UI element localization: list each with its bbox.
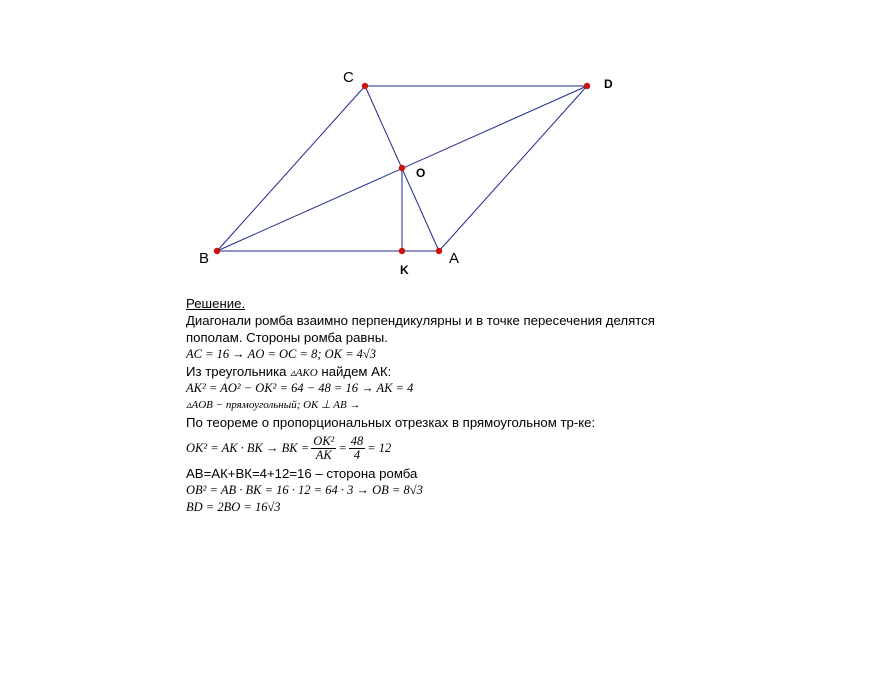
label-c: C: [343, 69, 354, 86]
side-bc: [217, 86, 365, 251]
equation-4-left: OK² = AK · BK → BK =: [186, 440, 310, 455]
point-d: [584, 83, 590, 89]
side-da: [439, 86, 587, 251]
fraction-2-denominator: 4: [353, 447, 361, 462]
equation-5: OB² = AB · BK = 16 · 12 = 64 · 3 → OB = 8√3: [186, 483, 423, 497]
label-d: D: [604, 77, 613, 91]
equation-4-result: = 12: [367, 440, 392, 455]
fraction-48-4: [349, 435, 366, 462]
rhombus-figure: [0, 0, 870, 300]
triangle-name: ▵AKO: [290, 367, 318, 379]
label-a: A: [449, 250, 460, 267]
equals-sign: =: [338, 440, 347, 455]
equation-3: ▵AOB − прямоугольный; OK ⊥ AB →: [186, 399, 361, 411]
fraction-1-numerator: OK²: [313, 433, 335, 448]
solution-block: [186, 295, 706, 516]
equation-2: AK² = AO² − OK² = 64 − 48 = 16 → AK = 4: [186, 381, 414, 395]
fraction-ok2-ak: [311, 435, 336, 462]
point-k: [399, 248, 405, 254]
label-o: O: [416, 166, 426, 180]
equation-6: BD = 2BO = 16√3: [186, 500, 281, 514]
label-k: K: [400, 263, 409, 277]
equation-1: AC = 16 → AO = OC = 8; OK = 4√3: [186, 347, 377, 361]
theorem-line: По теореме о пропорциональных отрезках в прямоугольном тр-ке:: [186, 415, 596, 430]
triangle-line: [186, 363, 706, 380]
triangle-suffix: найдем АК:: [321, 364, 392, 379]
fraction-1-denominator: AK: [315, 447, 332, 462]
point-o: [399, 165, 405, 171]
solution-heading: Решение.: [186, 296, 246, 311]
fraction-2-numerator: 48: [350, 433, 364, 448]
point-a: [436, 248, 442, 254]
point-c: [362, 83, 368, 89]
triangle-prefix: Из треугольника: [186, 364, 287, 379]
point-b: [214, 248, 220, 254]
solution-intro-1: Диагонали ромба взаимно перпендикулярны и в точке пересечения делятся: [186, 313, 655, 328]
side-length-line: АВ=АК+ВК=4+12=16 – сторона ромба: [186, 466, 418, 481]
label-b: B: [199, 250, 210, 267]
solution-intro-2: пополам. Стороны ромба равны.: [186, 330, 388, 345]
equation-4: [186, 431, 706, 465]
